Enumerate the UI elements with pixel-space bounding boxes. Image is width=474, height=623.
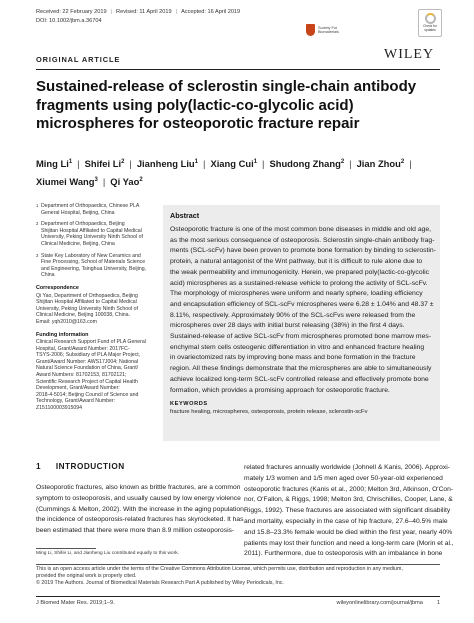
keywords-heading: KEYWORDS [170,401,208,408]
abstract-line: ments (SCL-scFv) have been proven to promote bone formation by binding to sclerostin- [170,247,436,255]
footnote-rule [36,548,96,549]
author-name-text: Xiumei Wang [36,176,95,188]
body-text-line: Riggs, 1992). These fractures are associated with significant disability [244,507,451,515]
author-separator: | [262,158,265,170]
funding-line: Hospital, Grant/Award Number: 2017FC- [36,345,130,352]
body-text-line: been estimated that there were more than 8.9 million osteoporosis- [36,527,235,535]
author-name-text: Xiang Cui [210,158,254,170]
abstract-line: and encapsulation efficiency of SCL-scFv microspheres were 6.28 ± 1.04% and 48.37 ± [170,300,434,308]
section-number: 1 [36,462,42,471]
author-name[interactable] [110,176,142,187]
funding-heading: Funding information [36,331,89,338]
author-name-text: Shifei Li [84,158,122,170]
intro-right-column [244,463,454,560]
funding-line: Award Numbers: 81702153, 81702121; [36,372,127,379]
updates-label-1: Check for [423,24,437,28]
author-name[interactable] [269,158,344,169]
affiliation-line: Clinical Medicine, Beijing, China [41,240,115,247]
correspondence-heading: Correspondence [36,284,79,291]
section-heading-introduction [36,462,125,471]
abstract-line: the weak permeability and immunogenicity. Herein, we prepared poly(lactic-co-glycolic [170,268,430,276]
article-dates [36,9,436,15]
society-logo [306,24,354,36]
funding-line: Grant/Award Number: AWS17J004; National [36,358,139,365]
author-separator: | [349,158,352,170]
abstract-line: enchymal stem cells osteogenic differentiation in vitro and enhanced fracture healing [170,343,425,351]
abstract-line: formation, which provides a promising approach for osteoporotic fracture. [170,386,390,394]
correspondence-line: Clinical Medicine, Beijing 100038, China. [36,312,131,319]
body-text-line: Osteoporotic fractures, also known as brittle fractures, are a common [36,484,241,491]
abstract-line: microspheres over 28 days with initial burst releasing (38%) in the first 4 days. [170,322,405,330]
body-text-line: osteoporotic fractures (Kanis et al., 2000; Melton 3rd, Atkinson, O'Con- [244,485,454,493]
affiliation [36,221,154,247]
society-logo-icon [306,24,315,36]
affiliation-line: State Key Laboratory of New Ceramics and [41,252,141,259]
body-text-line: nor, O'Fallon, & Riggs, 1998; Melton 3rd, Chrischilles, Cooper, Lane, & [244,496,453,504]
author-name-text: Qi Yao [110,176,140,188]
body-text-line: related fractures annually worldwide (Johnell & Kanis, 2006). Approxi- [244,464,450,471]
correspondence-line: University, Peking University Ninth School of [36,305,138,312]
abstract-line: in ovariectomized rats by improving bone mass and bone formation in the fracture [170,354,416,362]
funding-line: Z151100003915094 [36,405,83,412]
abstract-line: Sustained-release of active SCL-scFv from microspheres promoted bone marrow mes- [170,333,432,341]
affiliation-number: 3 [36,252,39,258]
updates-icon [425,13,436,24]
abstract-line: protein, a natural antagonist of the Wnt pathway, but it is difficult to rule alone due to [170,258,423,266]
funding-line: Scientific Research Project of Capital Health [36,378,138,385]
author-affiliation-mark: 3 [94,177,98,184]
page-footer [36,600,440,606]
footer-rule [36,596,440,597]
abstract-line: achieve localized long-term SCL-scFv controlled release and effectively promote bone [170,375,429,383]
received-date: Received: 22 February 2019 [36,9,107,15]
author-name-text: Jianheng Liu [136,158,195,170]
license-line: This is an open access article under the terms of the Creative Commons Attribution License, which permits use, distribution and reproduction in any medium, [36,566,403,572]
body-text-line: (Cummings & Melton, 2002). With the increase in the aging population, [36,505,246,513]
affiliation [36,253,154,279]
correspondence-line: Email: yqh2010@163.com [36,318,97,325]
author-name-text: Ming Li [36,158,69,170]
funding-line: TSYS-2006; Subsidiary of PLA Major Project, [36,352,141,359]
abstract-line: Osteoporotic fracture is one of the most common bone diseases in middle and old age, [170,226,432,233]
body-text-line: mately 1/3 women and 1/5 men aged over 50-year-old experienced [244,474,443,482]
contribution-footnote: Ming Li, Shifei Li, and Jianheng Liu contributed equally to this work. [36,551,179,556]
sidebar [36,203,154,412]
body-text-line: 2011). Furthermore, due to osteoporosis with an imbalance in bone [244,550,443,558]
author-list [36,154,440,190]
doi[interactable]: DOI: 10.1002/jbm.a.36704 [36,18,102,24]
license-text [36,566,440,587]
author-affiliation-mark: 2 [121,159,125,165]
body-text-line: patients may lost their function and need a long-term care (Morin et al., [244,539,454,547]
funding-line: Development, Grant/Award Number: [36,385,120,392]
author-name-text: Jian Zhou [356,158,401,170]
license-rule [36,564,440,565]
affiliation-line: Shijitan Hospital Affiliated to Capital Medical [41,227,142,234]
author-affiliation-mark: 1 [194,159,199,165]
affiliation-line: University, Peking University Ninth School of [41,234,143,241]
affiliation-text [41,203,139,216]
body-text-line: the incidence of osteoporosis-related fractures has skyrocketed. It has [36,516,244,524]
author-name[interactable] [85,158,125,169]
author-affiliation-mark: 2 [400,159,405,165]
author-affiliation-mark: 2 [139,177,143,184]
affiliation-text [41,253,146,279]
updates-label-2: updates [424,27,436,32]
abstract-line: as the most serious consequence of osteoporosis. Sclerostin single-chain antibody frag- [170,236,435,244]
journal-citation: J Biomed Mater Res. 2019;1–9. [36,600,115,606]
abstract-line: acid) microspheres as a sustained-release vehicle to prolong the activity of SCL-scFv. [170,279,428,287]
affiliation [36,203,154,216]
affiliation-text [41,221,143,247]
author-affiliation-mark: 1 [68,159,73,165]
author-name[interactable] [210,158,257,169]
affiliation-line: Fine Processing, School of Materials Science [41,259,146,266]
keywords: fracture healing, microspheres, osteoporosis, protein release, sclerostin-scFv [170,409,368,416]
affiliations [36,203,154,279]
author-name-text: Shudong Zhang [269,158,341,170]
body-text-line: and mortality, especially in the case of hip fracture, 27.6–40.5% male [244,517,448,525]
page-number: 1 [436,600,440,606]
divider: | [175,9,178,15]
license-line: © 2019 The Authors. Journal of Biomedical Materials Research Part A published by Wiley Periodicals, Inc. [36,580,284,586]
article-type: ORIGINAL ARTICLE [36,55,121,64]
affiliation-line: and Engineering, Tsinghua University, Beijing, [41,265,147,272]
affiliation-line: Department of Orthopaedics, Beijing [41,221,125,228]
author-separator: | [129,158,132,170]
correspondence-line: Shijitan Hospital Affiliated to Capital Medical [36,299,137,306]
author-separator: | [77,158,80,170]
license-line: provided the original work is properly cited. [36,573,137,579]
author-separator: | [203,158,206,170]
affiliation-line: General Hospital, Beijing, China [41,209,115,216]
author-name[interactable] [137,158,198,169]
check-for-updates-badge[interactable] [418,9,442,37]
accepted-date: Accepted: 16 April 2019 [181,9,241,15]
funding-line: Technology, Grant/Award Number: [36,398,116,405]
author-name[interactable] [36,158,72,169]
correspondence-text [36,293,154,326]
abstract-line: 8.11%, respectively. Approximately 90% of the SCL-scFvs were released from the [170,311,416,319]
affiliation-number: 1 [36,203,39,208]
section-title: INTRODUCTION [55,462,125,471]
affiliation-line: Department of Orthopaedics, Chinese PLA [41,203,140,209]
revised-date: Revised: 11 April 2019 [116,9,172,15]
funding-line: 2018-4-5014; Beijing Council of Science and [36,391,139,398]
author-separator: | [409,158,412,170]
publisher-logo: WILEY [384,47,435,62]
author-name[interactable] [357,158,405,169]
funding-line: Clinical Research Support Fund of PLA General [36,339,146,346]
header-rule [36,69,440,70]
author-separator: | [102,176,106,188]
funding-text [36,339,154,412]
author-affiliation-mark: 2 [340,159,345,165]
affiliation-line: China [41,272,55,279]
abstract-line: The morphology of microspheres were uniform and nearly sphere, loading efficiency [170,290,423,298]
body-text-line: symptom to osteoporosis, and usually caused by low energy violence [36,494,241,502]
funding-line: Natural Science Foundation of China, Grant/ [36,365,139,372]
article-title: Sustained-release of sclerostin single-chain antibody fragments using poly(lactic-co-glycolic acid) microspheres for osteoporotic fracture repair [36,78,417,132]
divider: | [110,9,113,15]
abstract-box [163,205,440,441]
journal-url[interactable]: wileyonlinelibrary.com/journal/jbma [336,600,423,606]
affiliation-number: 2 [36,221,39,227]
body-text-line: and 15.8–23.3% female would be died within the first year, nearly 40% [244,528,453,536]
author-affiliation-mark: 1 [253,159,258,165]
author-name[interactable] [36,176,98,187]
intro-left-column [36,483,246,537]
correspondence-line: Qi Yao, Department of Orthopaedics, Beijing [36,292,138,299]
abstract-heading: Abstract [170,211,200,220]
society-logo-text: Society For Biomaterials [318,25,339,34]
abstract-text [170,225,436,396]
abstract-line: region. All these findings demonstrate that the microspheres are able to simultaneously [170,365,432,373]
